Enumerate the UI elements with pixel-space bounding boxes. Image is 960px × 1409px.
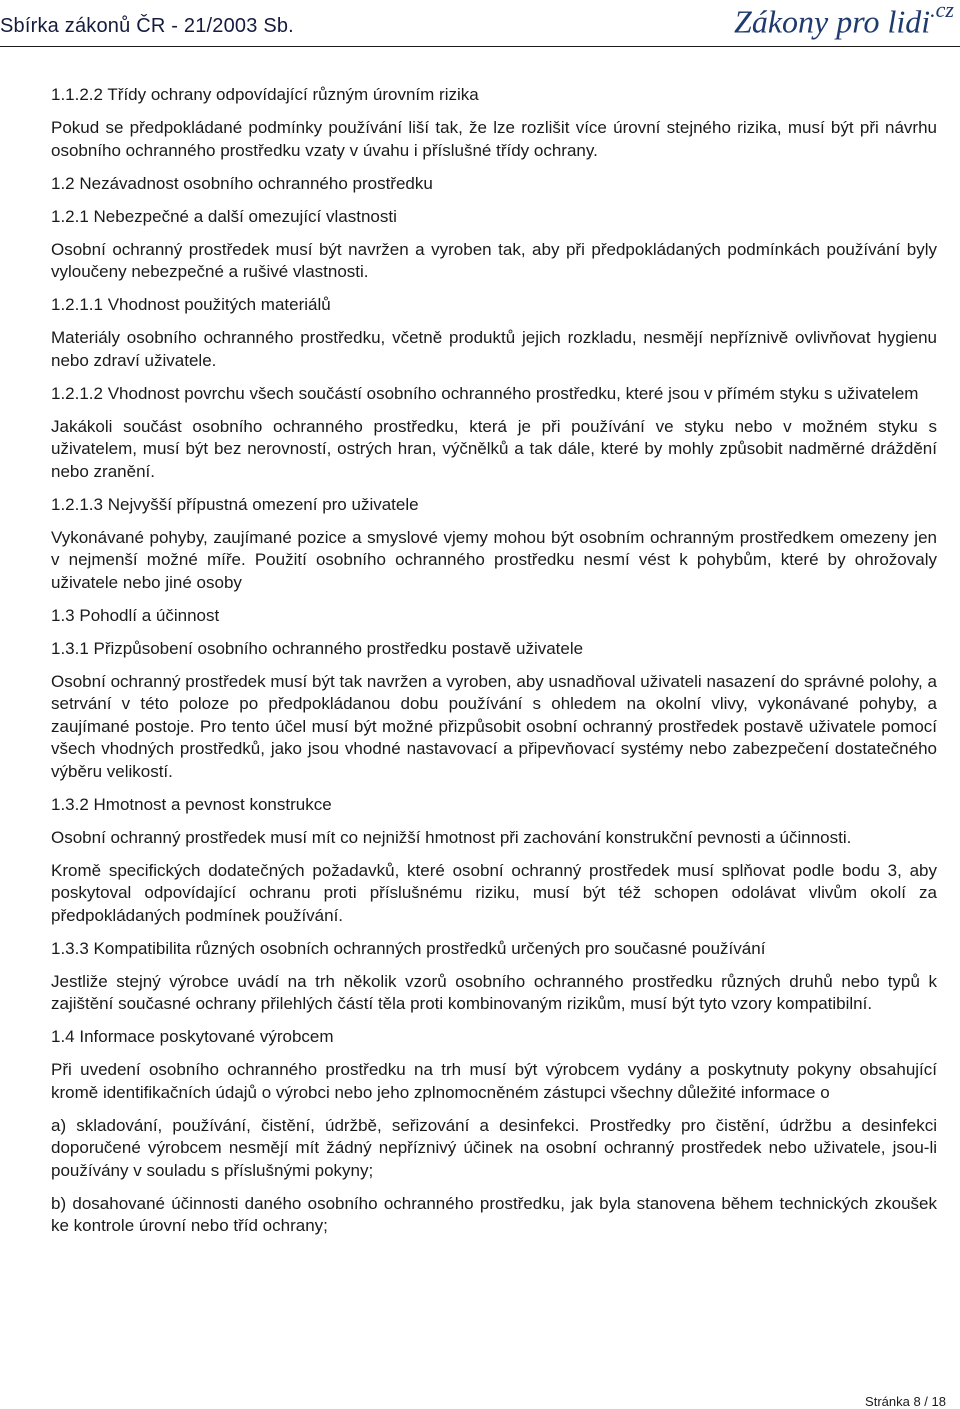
paragraph: Jestliže stejný výrobce uvádí na trh několik vzorů osobního ochranného prostředku různých druhů nebo typů k zajištění současné ochrany přilehlých částí těla proti kombinovaným rizikům, musí být tyto vzory kompatibilní. xyxy=(51,971,937,1013)
section-heading: 1.1.2.2 Třídy ochrany odpovídající různým úrovním rizika xyxy=(51,85,479,104)
paragraph: Osobní ochranný prostředek musí být navržen a vyroben tak, aby při předpokládaných podmínkách používání byly vyloučeny nebezpečné a rušivé vlastnosti. xyxy=(51,239,937,281)
section-heading: 1.2 Nezávadnost osobního ochranného prostředku xyxy=(51,173,433,193)
section-heading: 1.3.2 Hmotnost a pevnost konstrukce xyxy=(51,794,332,814)
list-item: b) dosahované účinnosti daného osobního ochranného prostředku, jak byla stanovena během technických zkoušek ke kontrole úrovní nebo tříd ochrany; xyxy=(51,1193,937,1235)
paragraph: Jakákoli součást osobního ochranného prostředku, která je při používání ve styku nebo v možném styku s uživatelem, musí být bez nerovností, ostrých hran, výčnělků a tak dále, které by mohly způsobit nadměrné dráždění nebo zranění. xyxy=(51,416,937,481)
paragraph: Osobní ochranný prostředek musí být tak navržen a vyroben, aby usnadňoval uživateli nasazení do správné polohy, a setrvání v této poloze po předpokládanou dobu používání s ohledem na okolní vlivy, vykonávané pohyby, a zaujímané postoje. Pro tento účel musí být možné přizpůsobit osobní ochranný prostředek postavě uživatele pomocí všech vhodných prostředků, jako jsou vhodné nastavovací a připevňovací systémy nebo zabezpečení dostatečného výběru velikostí. xyxy=(51,671,937,781)
paragraph: Materiály osobního ochranného prostředku, včetně produktů jejich rozkladu, nesmějí nepříznivě ovlivňovat hygienu nebo zdraví uživatele. xyxy=(51,328,937,370)
paragraph: Kromě specifických dodatečných požadavků, které osobní ochranný prostředek musí splňovat podle bodu 3, aby poskytoval odpovídající ochranu proti příslušnému riziku, musí být též schopen odolávat vlivům okolí za předpokládaných podmínek používání. xyxy=(51,860,937,925)
list-item: a) skladování, používání, čistění, údržbě, seřizování a desinfekci. Prostředky pro čistění, údržbu a desinfekci doporučené výrobcem nesmějí mít žádný nepříznivý účinek na osobní ochranný prostředek nebo uživatele, jsou-li používány v souladu s příslušnými pokyny; xyxy=(51,1115,937,1180)
section-heading: 1.2.1.2 Vhodnost povrchu všech součástí osobního ochranného prostředku, které jsou v přímém styku s uživatelem xyxy=(51,383,919,403)
paragraph: Pokud se předpokládané podmínky používání liší tak, že lze rozlišit více úrovní stejného rizika, musí být při návrhu osobního ochranného prostředku vzaty v úvahu i příslušné třídy ochrany. xyxy=(51,118,937,160)
logo-suffix: .cz xyxy=(930,0,954,22)
section-heading: 1.4 Informace poskytované výrobcem xyxy=(51,1027,334,1046)
document-title: Sbírka zákonů ČR - 21/2003 Sb. xyxy=(0,15,294,37)
section-heading: 1.3.3 Kompatibilita různých osobních ochranných prostředků určených pro současné používání xyxy=(51,938,766,958)
page-number: Stránka 8 / 18 xyxy=(865,1394,946,1409)
paragraph: Při uvedení osobního ochranného prostředku na trh musí být výrobcem vydány a poskytnuty pokyny obsahující kromě identifikačních údajů o výrobci nebo jeho zplnomocněném zástupci všechny důležité informace o xyxy=(51,1060,937,1102)
logo-text: Zákony pro lidi xyxy=(734,3,931,40)
section-heading: 1.2.1 Nebezpečné a další omezující vlastnosti xyxy=(51,206,397,226)
section-heading: 1.2.1.1 Vhodnost použitých materiálů xyxy=(51,295,331,314)
section-heading: 1.3.1 Přizpůsobení osobního ochranného prostředku postavě uživatele xyxy=(51,638,584,658)
section-heading: 1.2.1.3 Nejvyšší přípustná omezení pro uživatele xyxy=(51,494,419,514)
paragraph: Vykonávané pohyby, zaujímané pozice a smyslové vjemy mohou být osobním ochranným prostředkem omezeny jen v nejmenší možné míře. Použití osobního ochranného prostředku nesmí vést k pohybům, které by ohrožovaly uživatele nebo jiné osoby xyxy=(51,527,937,592)
document-body xyxy=(51,84,937,1248)
section-heading: 1.3 Pohodlí a účinnost xyxy=(51,605,220,625)
paragraph: Osobní ochranný prostředek musí mít co nejnižší hmotnost při zachování konstrukční pevnosti a účinnosti. xyxy=(51,827,852,847)
page-header xyxy=(0,0,960,47)
site-logo[interactable] xyxy=(734,1,954,41)
